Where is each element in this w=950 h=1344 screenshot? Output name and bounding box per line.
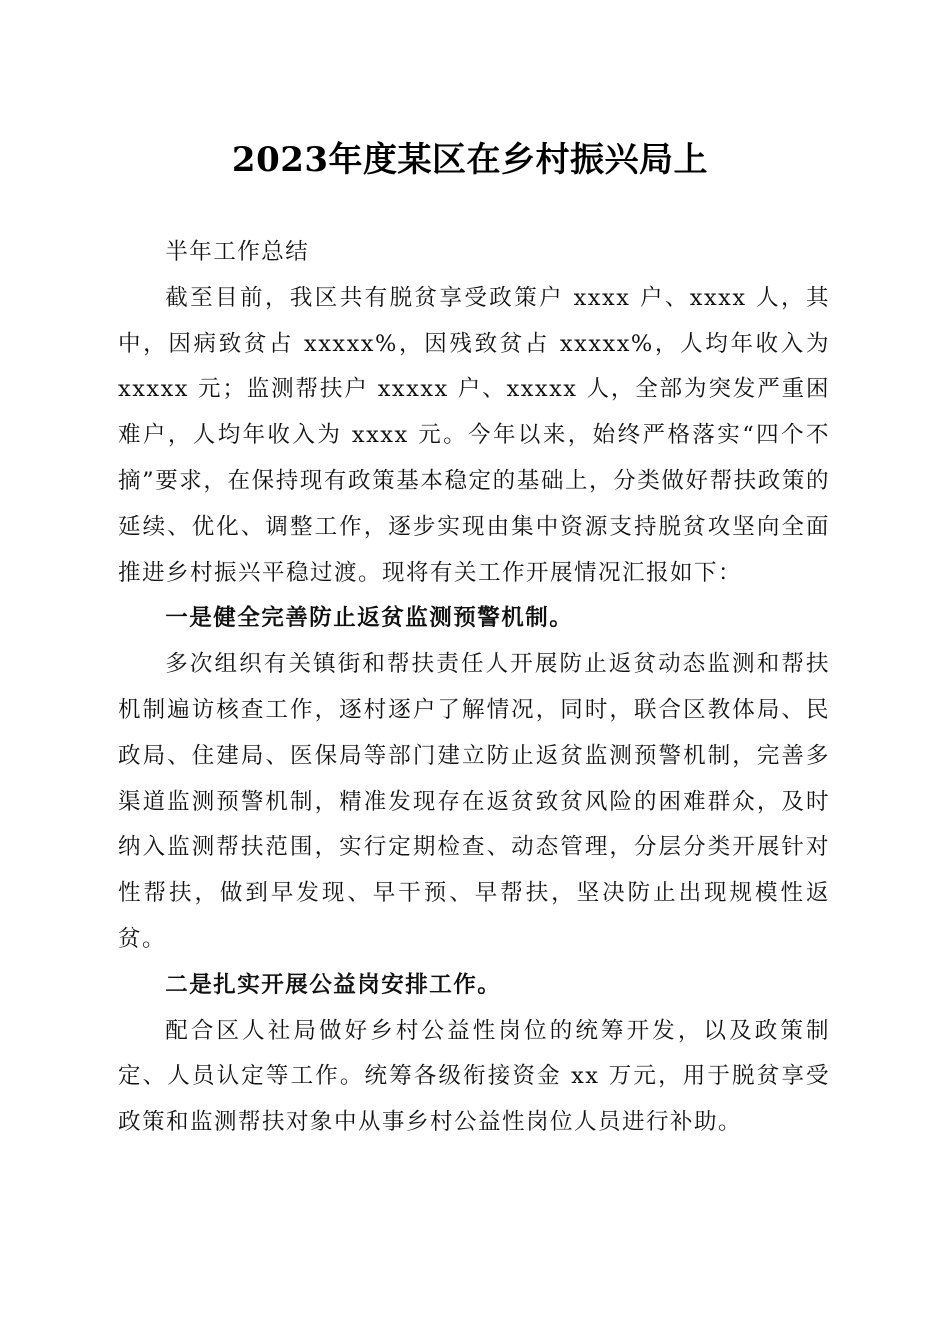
section-heading-1: 一是健全完善防止返贫监测预警机制。: [165, 605, 574, 632]
subtitle-paragraph: 半年工作总结: [165, 239, 310, 265]
document-body: [118, 230, 830, 1146]
intro-paragraph: 截至目前，我区共有脱贫享受政策户 xxxx 户、xxxx 人，其中，因病致贫占 xxxxx%，因残致贫占 xxxxx%，人均年收入为 xxxxx 元；监测帮扶户 xxxxx 户、xxxxx 人，全部为突发严重困难户，人均年收入为 xxxx 元。今年以来，始终严格落实“四个不摘”要求，在保持现有政策基本稳定的基础上，分类做好帮扶政策的延续、优化、调整工作，逐步实现由集中资源支持脱贫攻坚向全面推进乡村振兴平稳过渡。现将有关工作开展情况汇报如下：: [118, 284, 830, 586]
section-heading-2: 二是扎实开展公益岗安排工作。: [165, 971, 502, 998]
section-paragraph-1: 多次组织有关镇街和帮扶责任人开展防止返贫动态监测和帮扶机制遍访核查工作，逐村逐户了解情况，同时，联合区教体局、民政局、住建局、医保局等部门建立防止返贫监测预警机制，完善多渠道监测预警机制，精准发现存在返贫致贫风险的困难群众，及时纳入监测帮扶范围，实行定期检查、动态管理，分层分类开展针对性帮扶，做到早发现、早干预、早帮扶，坚决防止出现规模性返贫。: [118, 651, 830, 952]
document-title: 2023年度某区在乡村振兴局上: [231, 140, 709, 180]
section-paragraph-2: 配合区人社局做好乡村公益性岗位的统筹开发，以及政策制定、人员认定等工作。统筹各级衔接资金 xx 万元，用于脱贫享受政策和监测帮扶对象中从事乡村公益性岗位人员进行补助。: [118, 1017, 830, 1136]
